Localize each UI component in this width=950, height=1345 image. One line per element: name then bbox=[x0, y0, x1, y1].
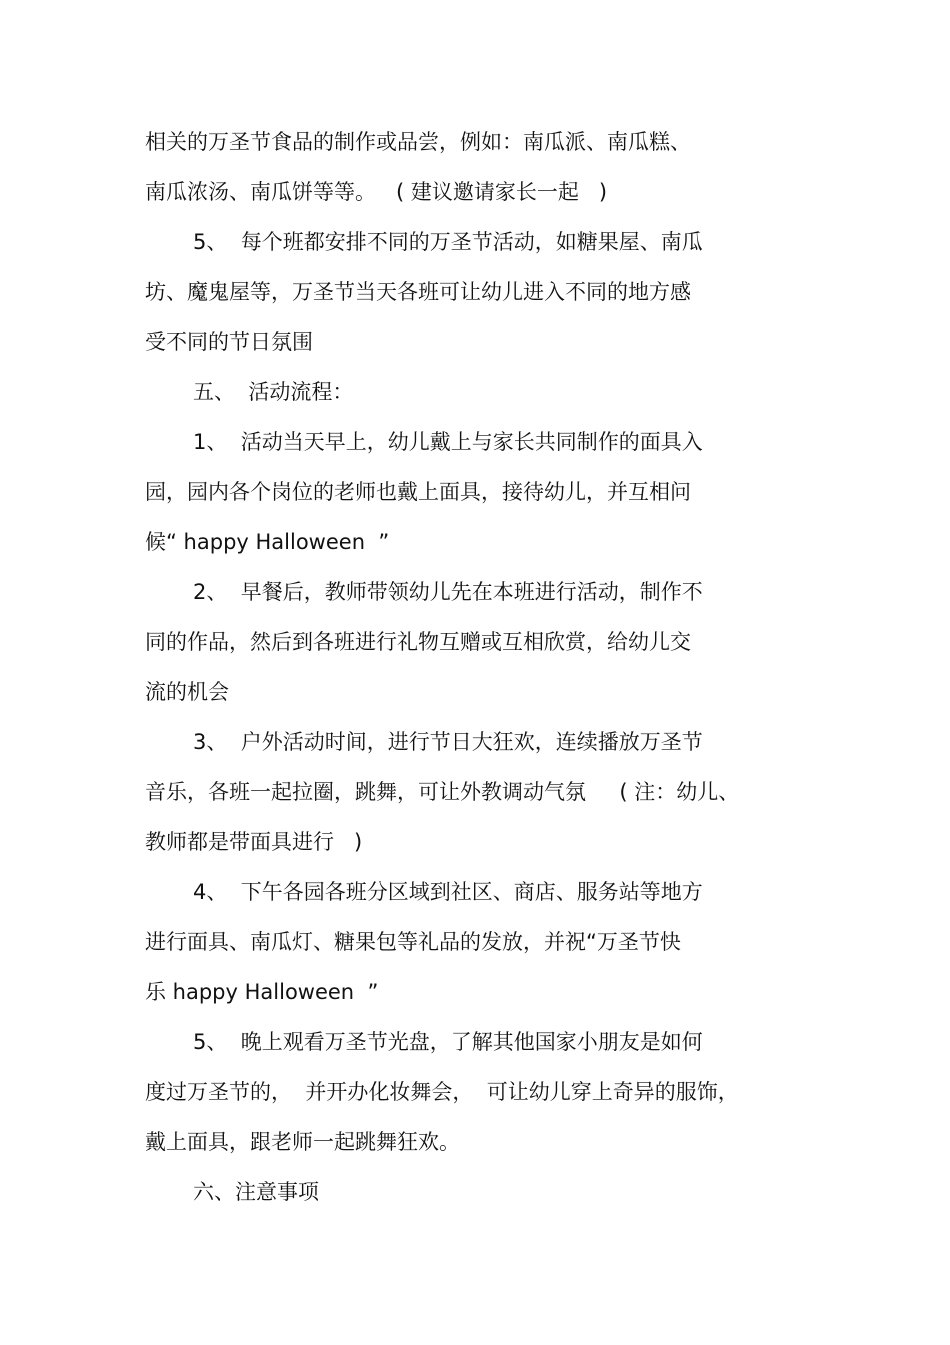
text-line: 候“ happy Halloween ” bbox=[145, 530, 390, 554]
list-item-3: 3、 户外活动时间，进行节日大狂欢，连续播放万圣节 bbox=[193, 730, 703, 754]
text-line: 度过万圣节的， 并开办化妆舞会， 可让幼儿穿上奇异的服饰， bbox=[145, 1080, 739, 1104]
text-line: 南瓜浓汤、南瓜饼等等。 ( 建议邀请家长一起 ) bbox=[145, 180, 608, 204]
text-line: 受不同的节日氛围 bbox=[145, 330, 313, 354]
list-item-2: 2、 早餐后，教师带领幼儿先在本班进行活动，制作不 bbox=[193, 580, 703, 604]
text-line: 音乐，各班一起拉圈，跳舞，可让外教调动气氛 ( 注：幼儿、 bbox=[145, 780, 740, 804]
section-heading-5: 五、 活动流程： bbox=[193, 380, 354, 404]
text-line: 戴上面具，跟老师一起跳舞狂欢。 bbox=[145, 1130, 460, 1154]
text-line: 进行面具、南瓜灯、糖果包等礼品的发放，并祝“万圣节快 bbox=[145, 930, 681, 954]
text-line: 教师都是带面具进行 ) bbox=[145, 830, 363, 854]
text-line: 坊、魔鬼屋等，万圣节当天各班可让幼儿进入不同的地方感 bbox=[145, 280, 691, 304]
text-line: 相关的万圣节食品的制作或品尝，例如：南瓜派、南瓜糕、 bbox=[145, 130, 691, 154]
list-item-5b: 5、 晚上观看万圣节光盘，了解其他国家小朋友是如何 bbox=[193, 1030, 703, 1054]
list-item-5: 5、 每个班都安排不同的万圣节活动，如糖果屋、南瓜 bbox=[193, 230, 703, 254]
list-item-1: 1、 活动当天早上，幼儿戴上与家长共同制作的面具入 bbox=[193, 430, 703, 454]
text-line: 乐 happy Halloween ” bbox=[145, 980, 379, 1004]
list-item-4: 4、 下午各园各班分区域到社区、商店、服务站等地方 bbox=[193, 880, 703, 904]
section-heading-6: 六、注意事项 bbox=[193, 1180, 319, 1204]
text-line: 园，园内各个岗位的老师也戴上面具，接待幼儿，并互相问 bbox=[145, 480, 691, 504]
text-line: 流的机会 bbox=[145, 680, 229, 704]
text-line: 同的作品，然后到各班进行礼物互赠或互相欣赏，给幼儿交 bbox=[145, 630, 691, 654]
